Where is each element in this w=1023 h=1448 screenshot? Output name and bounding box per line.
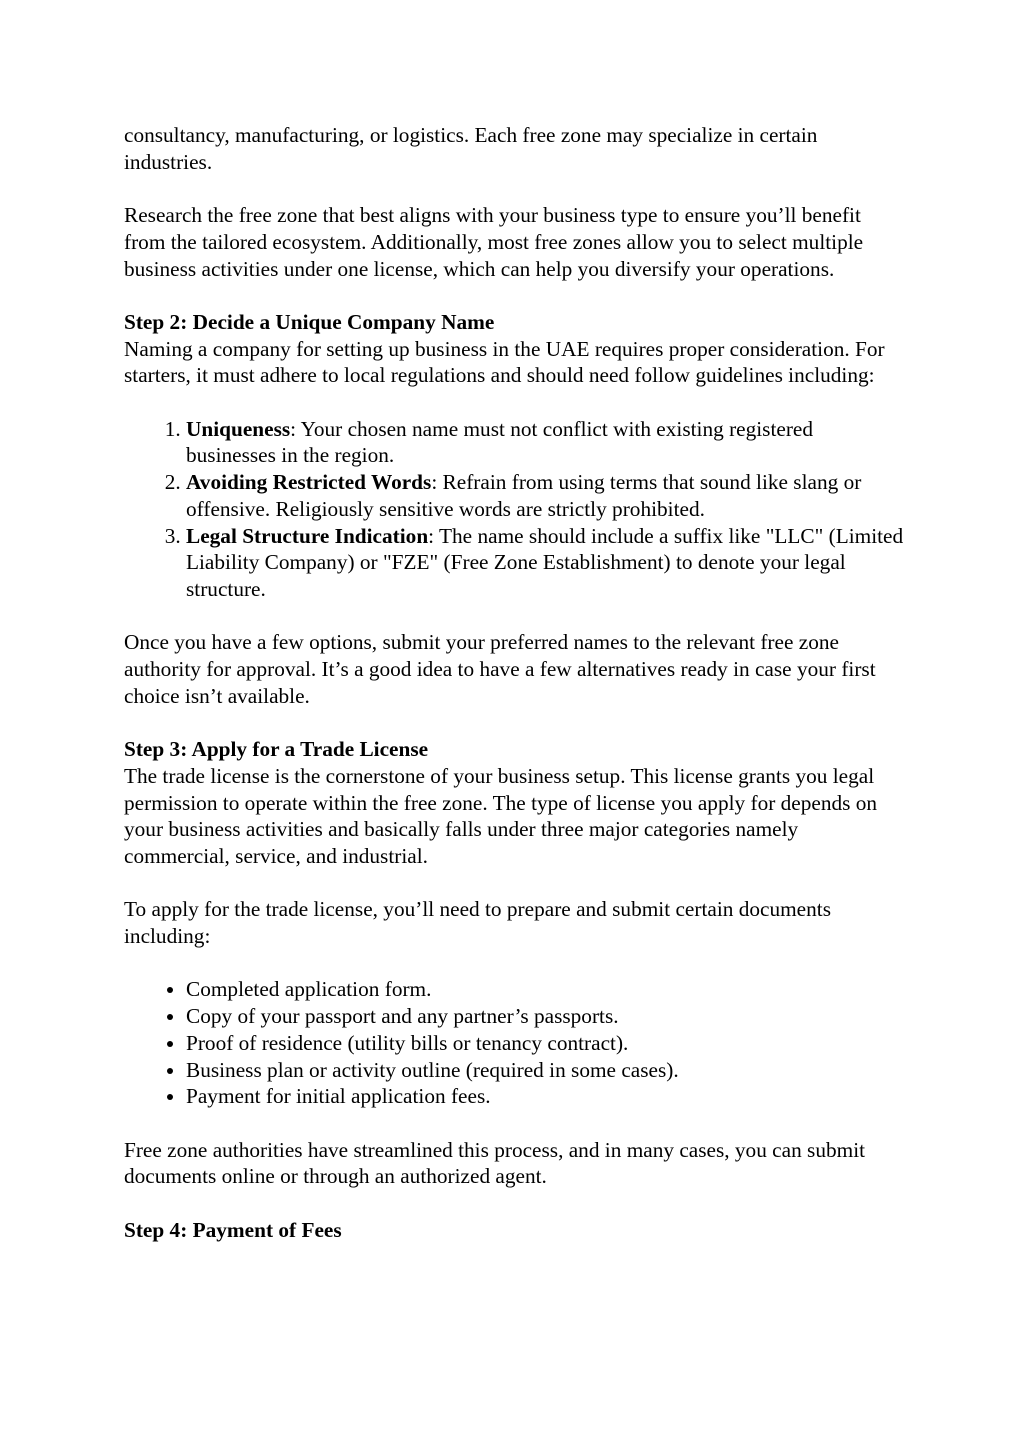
list-item-text: : Your chosen name must not conflict with existing registered businesses in the region.	[186, 416, 814, 468]
step-3-section	[124, 736, 904, 870]
list-item-term: Legal Structure Indication	[186, 523, 429, 548]
document-page	[124, 122, 904, 1243]
step-3-heading: Step 3: Apply for a Trade License	[124, 737, 429, 762]
step-4-section	[124, 1217, 904, 1244]
step-2-heading: Step 2: Decide a Unique Company Name	[124, 309, 495, 334]
step-2-intro: Naming a company for setting up business in the UAE requires proper consideration. For starters, it must adhere to local regulations and should need follow guidelines including:	[124, 336, 885, 388]
list-item-text: : The name should include a suffix like "LLC" (Limited Liability Company) or "FZE" (Free Zone Establishment) to denote your legal structure.	[186, 523, 904, 601]
list-item-term: Avoiding Restricted Words	[186, 470, 432, 495]
list-item	[186, 469, 904, 522]
list-item: • Payment for initial application fees.	[186, 1083, 904, 1110]
step-3-docs-intro: To apply for the trade license, you’ll need to prepare and submit certain documents including:	[124, 897, 831, 948]
intro-paragraph-1: consultancy, manufacturing, or logistics. Each free zone may specialize in certain industries.	[124, 123, 818, 174]
list-item: • Business plan or activity outline (required in some cases).	[186, 1057, 904, 1084]
list-item-term: Uniqueness	[186, 416, 291, 441]
step-4-heading: Step 4: Payment of Fees	[124, 1217, 342, 1242]
intro-paragraph-2: Research the free zone that best aligns with your business type to ensure you’ll benefit from the tailored ecosystem. Additionally, most free zones allow you to select multiple business activities under one license, which can help you diversify your operations.	[124, 203, 864, 281]
list-item	[186, 523, 904, 603]
step-2-section	[124, 309, 904, 389]
step-3-intro: The trade license is the cornerstone of your business setup. This license grants you legal permission to operate within the free zone. The type of license you apply for depends on your business activities and basically falls under three major categories namely commercial, service, and industrial.	[124, 763, 878, 868]
list-item: • Completed application form.	[186, 976, 904, 1003]
list-item: • Copy of your passport and any partner’s passports.	[186, 1003, 904, 1030]
step-3-documents-list	[124, 976, 904, 1110]
list-item	[186, 416, 904, 469]
list-item-text: : Refrain from using terms that sound like slang or offensive. Religiously sensitive words are strictly prohibited.	[186, 470, 862, 521]
list-item: • Proof of residence (utility bills or tenancy contract).	[186, 1030, 904, 1057]
step-3-outro: Free zone authorities have streamlined this process, and in many cases, you can submit documents online or through an authorized agent.	[124, 1137, 866, 1189]
step-2-guidelines-list	[124, 416, 904, 603]
step-2-outro: Once you have a few options, submit your preferred names to the relevant free zone authority for approval. It’s a good idea to have a few alternatives ready in case your first choice isn’t available.	[124, 630, 876, 708]
